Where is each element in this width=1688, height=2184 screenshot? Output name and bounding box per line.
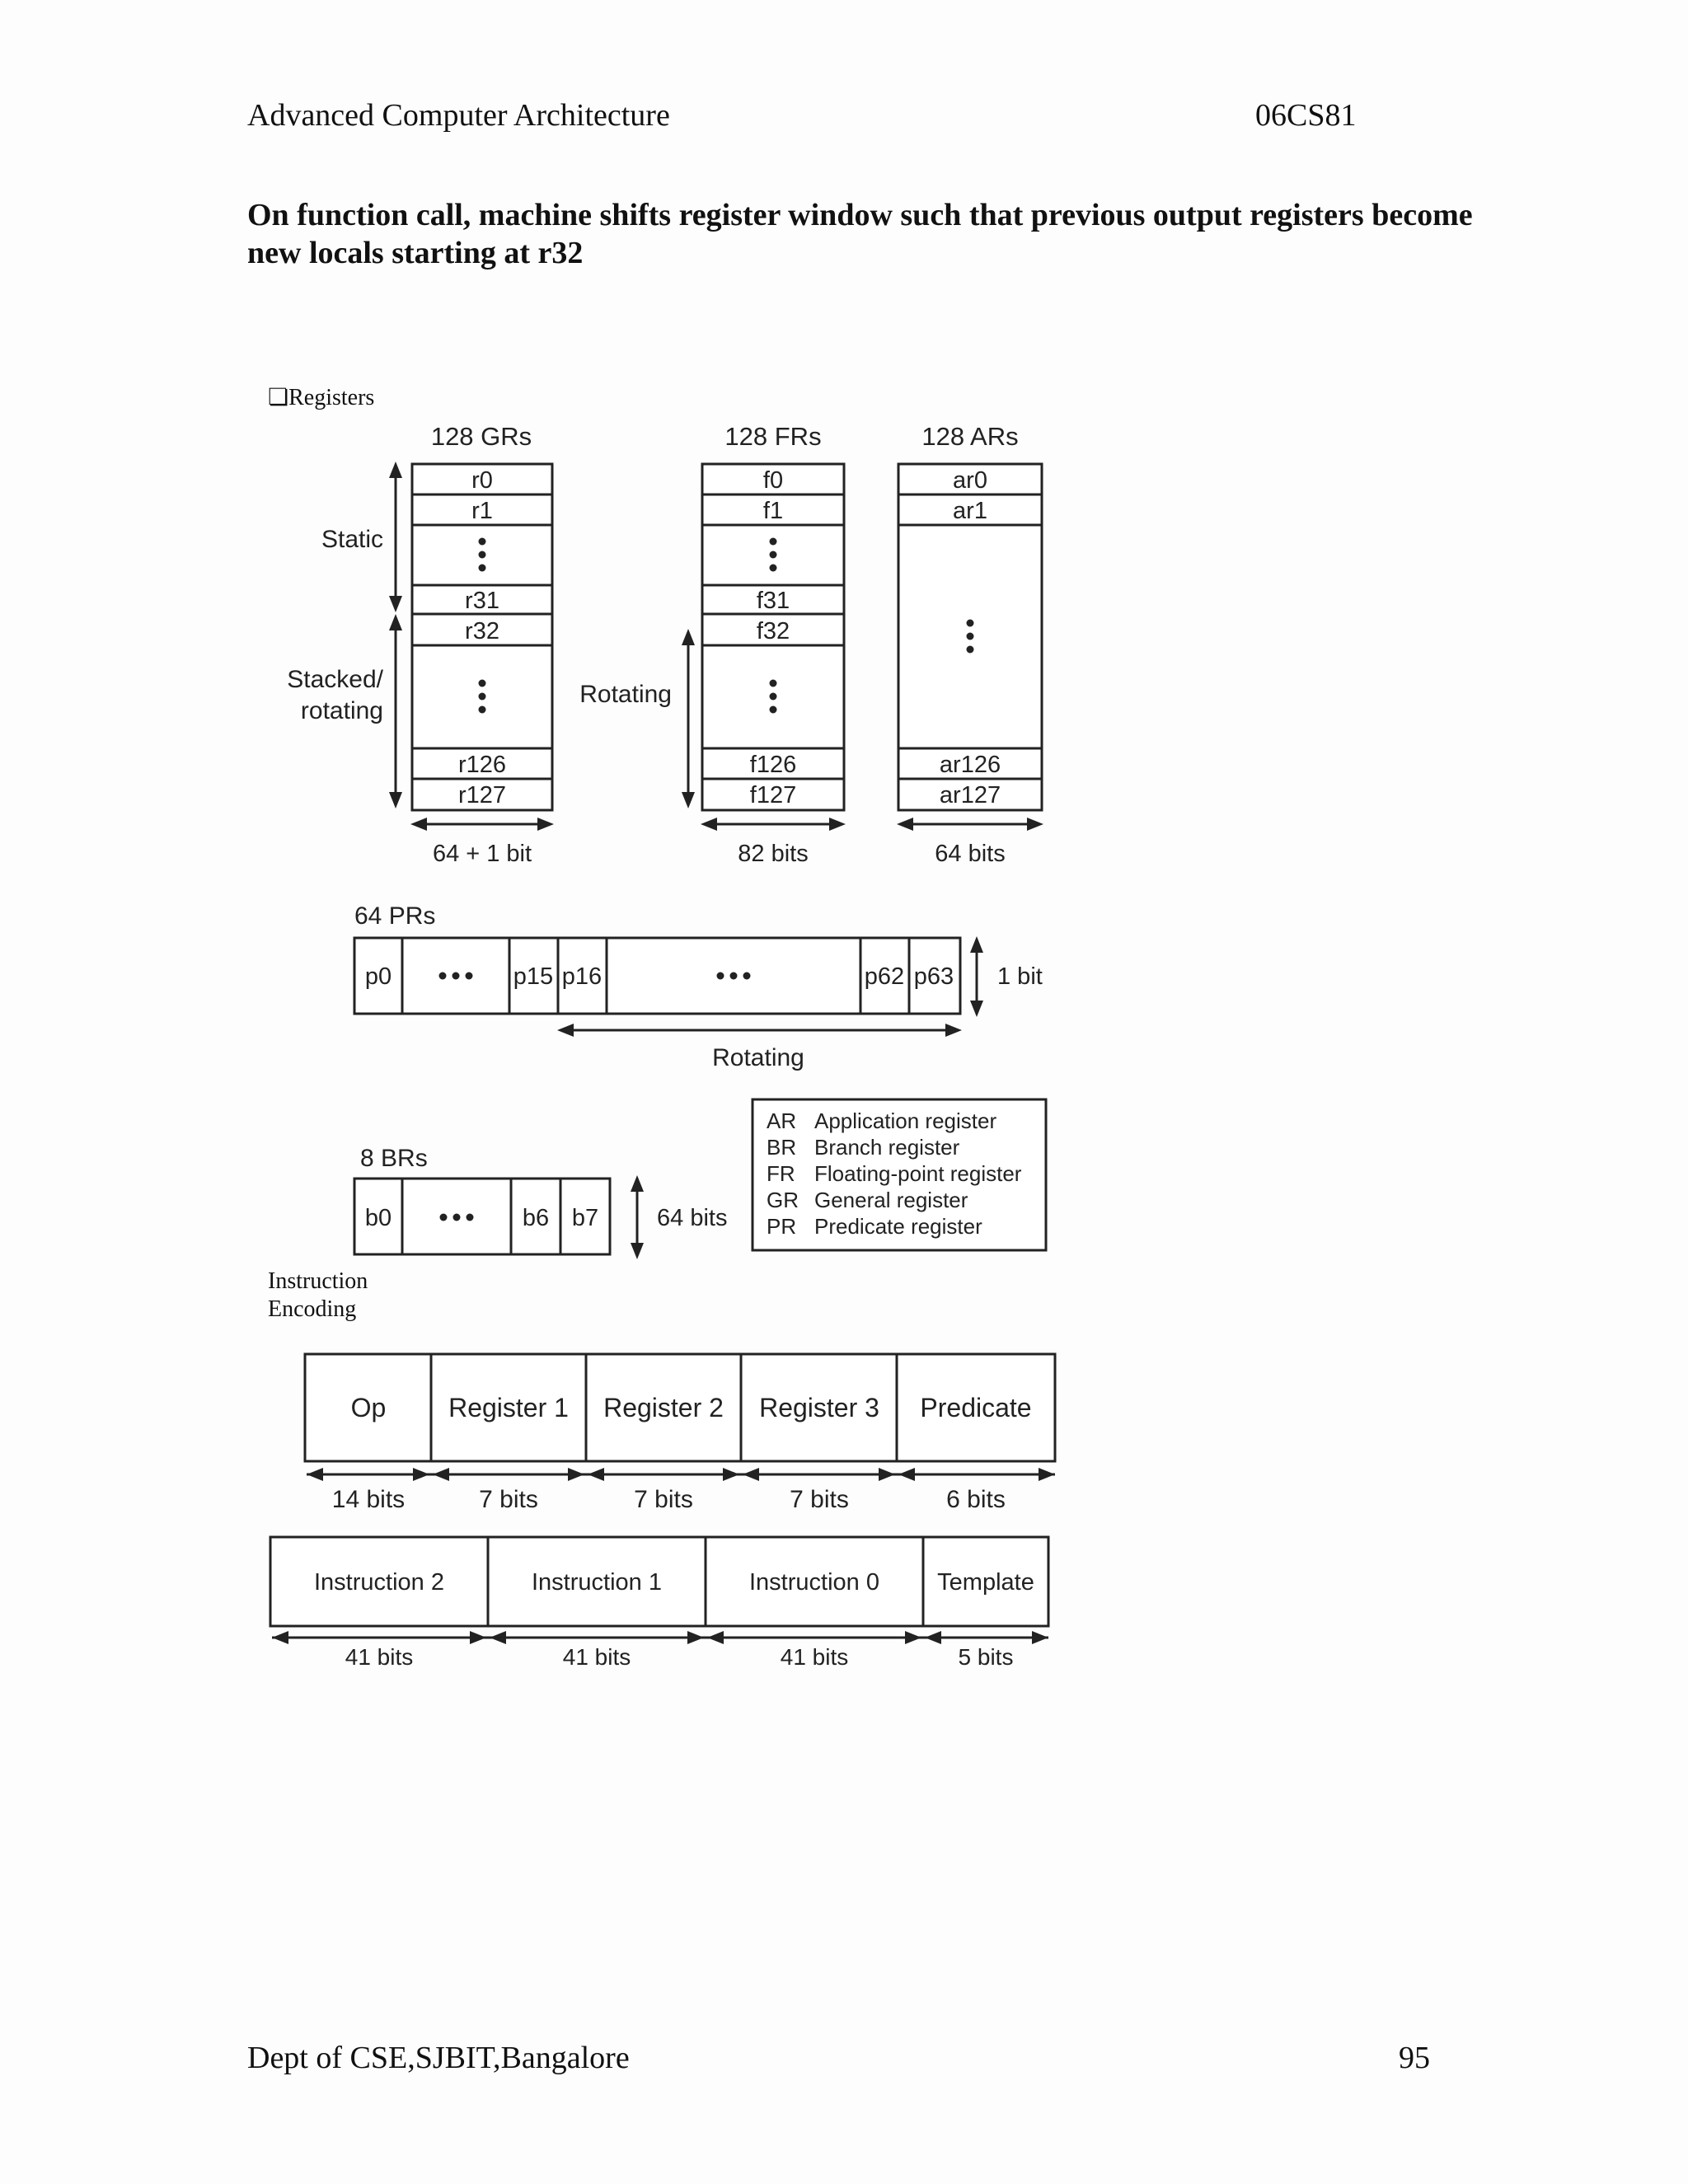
- fr-title: 128 FRs: [724, 422, 822, 451]
- gr-width-arrow: [410, 818, 554, 831]
- legend-text-ar: Application register: [814, 1108, 997, 1133]
- fr-rotating-arrow: [682, 629, 695, 808]
- pr-rotating-label: Rotating: [712, 1044, 804, 1071]
- gr-cell-r0: r0: [471, 467, 493, 494]
- legend-text-pr: Predicate register: [814, 1214, 982, 1239]
- pr-height-arrow: [970, 936, 983, 1017]
- ar-ellipsis: [967, 620, 974, 654]
- br-title: 8 BRs: [360, 1145, 428, 1172]
- fr-cell-f32: f32: [756, 618, 790, 644]
- legend-text-gr: General register: [814, 1188, 968, 1212]
- legend-abbr-fr: FR: [767, 1161, 795, 1186]
- ar-cell-ar1: ar1: [953, 498, 987, 524]
- pr-title: 64 PRs: [354, 902, 436, 930]
- footer-page-number: 95: [1399, 2041, 1430, 2075]
- br-cell-b0: b0: [364, 1205, 392, 1231]
- pr-rotating-arrow: [557, 1024, 962, 1037]
- field-predicate: Predicate: [920, 1393, 1032, 1422]
- fr-width-arrow: [701, 818, 846, 831]
- field-register-1: Register 1: [448, 1393, 569, 1422]
- bundle-instruction-0: Instruction 0: [749, 1569, 879, 1596]
- gr-cell-r126: r126: [457, 752, 507, 778]
- bits-template: 5 bits: [958, 1644, 1014, 1670]
- pr-cell-p0: p0: [364, 963, 392, 990]
- header-course-title: Advanced Computer Architecture: [247, 98, 670, 133]
- ar-cell-ar127: ar127: [939, 782, 1001, 808]
- fr-cell-f1: f1: [762, 498, 784, 524]
- legend-abbr-ar: AR: [767, 1108, 797, 1133]
- pr-cell-p63: p63: [913, 963, 954, 990]
- ar-cell-ar0: ar0: [953, 467, 987, 494]
- bits-instruction-2: 41 bits: [345, 1644, 414, 1670]
- bits-register-1: 7 bits: [479, 1486, 538, 1513]
- gr-cell-r32: r32: [465, 618, 499, 644]
- ar-cell-ar126: ar126: [939, 752, 1001, 778]
- gr-stacked-arrow: [389, 614, 402, 808]
- legend-text-fr: Floating-point register: [814, 1161, 1022, 1186]
- gr-static-arrow: [389, 462, 402, 612]
- pr-ellipsis-left: [439, 972, 473, 980]
- br-ellipsis: [440, 1214, 474, 1221]
- gr-ellipsis-lower: [479, 680, 486, 714]
- legend-abbr-br: BR: [767, 1135, 797, 1160]
- gr-title: 128 GRs: [430, 422, 532, 451]
- gr-ellipsis-upper: [479, 538, 486, 572]
- fr-cell-f127: f127: [749, 782, 797, 808]
- ar-title: 128 ARs: [921, 422, 1019, 451]
- ar-width-arrow: [897, 818, 1043, 831]
- ar-width-label: 64 bits: [935, 841, 1006, 867]
- legend-abbr-pr: PR: [767, 1214, 797, 1239]
- registers-label: ❏Registers: [268, 385, 375, 410]
- field-register-3: Register 3: [759, 1393, 879, 1422]
- legend-text-br: Branch register: [814, 1135, 960, 1160]
- br-width-label: 64 bits: [657, 1205, 728, 1231]
- bits-op: 14 bits: [331, 1486, 406, 1513]
- bundle-instruction-1: Instruction 1: [532, 1569, 662, 1596]
- encoding-label-line2: Encoding: [268, 1296, 357, 1322]
- gr-width-label: 64 + 1 bit: [432, 841, 532, 867]
- bundle-bit-arrows: [272, 1631, 1048, 1644]
- bits-instruction-0: 41 bits: [780, 1644, 849, 1670]
- br-height-arrow: [631, 1175, 644, 1259]
- gr-static-label: Static: [321, 526, 383, 553]
- instruction-bit-arrows: [307, 1468, 1055, 1481]
- bundle-template: Template: [937, 1569, 1034, 1596]
- gr-cell-r1: r1: [471, 498, 493, 524]
- bits-predicate: 6 bits: [946, 1486, 1006, 1513]
- gr-stacked-label-line1: Stacked/: [287, 666, 383, 693]
- pr-width-label: 1 bit: [997, 963, 1043, 990]
- legend-abbr-gr: GR: [767, 1188, 799, 1212]
- fr-cell-f31: f31: [756, 588, 790, 614]
- gr-cell-r127: r127: [457, 782, 507, 808]
- bits-instruction-1: 41 bits: [562, 1644, 631, 1670]
- fr-cell-f0: f0: [762, 467, 784, 494]
- footer-department: Dept of CSE,SJBIT,Bangalore: [247, 2041, 630, 2075]
- pr-ellipsis-right: [717, 972, 751, 980]
- field-op: Op: [350, 1393, 387, 1422]
- fr-ellipsis-lower: [770, 680, 777, 714]
- encoding-label-line1: Instruction: [268, 1268, 368, 1294]
- pr-cell-p15: p15: [513, 963, 554, 990]
- field-register-2: Register 2: [603, 1393, 724, 1422]
- gr-cell-r31: r31: [465, 588, 499, 614]
- header-course-code: 06CS81: [1255, 98, 1357, 133]
- bits-register-3: 7 bits: [790, 1486, 849, 1513]
- fr-ellipsis-upper: [770, 538, 777, 572]
- gr-stacked-label-line2: rotating: [300, 697, 383, 724]
- bits-register-2: 7 bits: [634, 1486, 693, 1513]
- fr-width-label: 82 bits: [738, 841, 809, 867]
- br-cell-b7: b7: [571, 1205, 599, 1231]
- fr-cell-f126: f126: [749, 752, 797, 778]
- pr-cell-p16: p16: [561, 963, 603, 990]
- fr-rotating-label: Rotating: [579, 681, 672, 708]
- pr-cell-p62: p62: [864, 963, 905, 990]
- section-heading: On function call, machine shifts register window such that previous output registers become new locals starting at r32: [247, 198, 1473, 270]
- br-cell-b6: b6: [522, 1205, 550, 1231]
- bundle-instruction-2: Instruction 2: [314, 1569, 444, 1596]
